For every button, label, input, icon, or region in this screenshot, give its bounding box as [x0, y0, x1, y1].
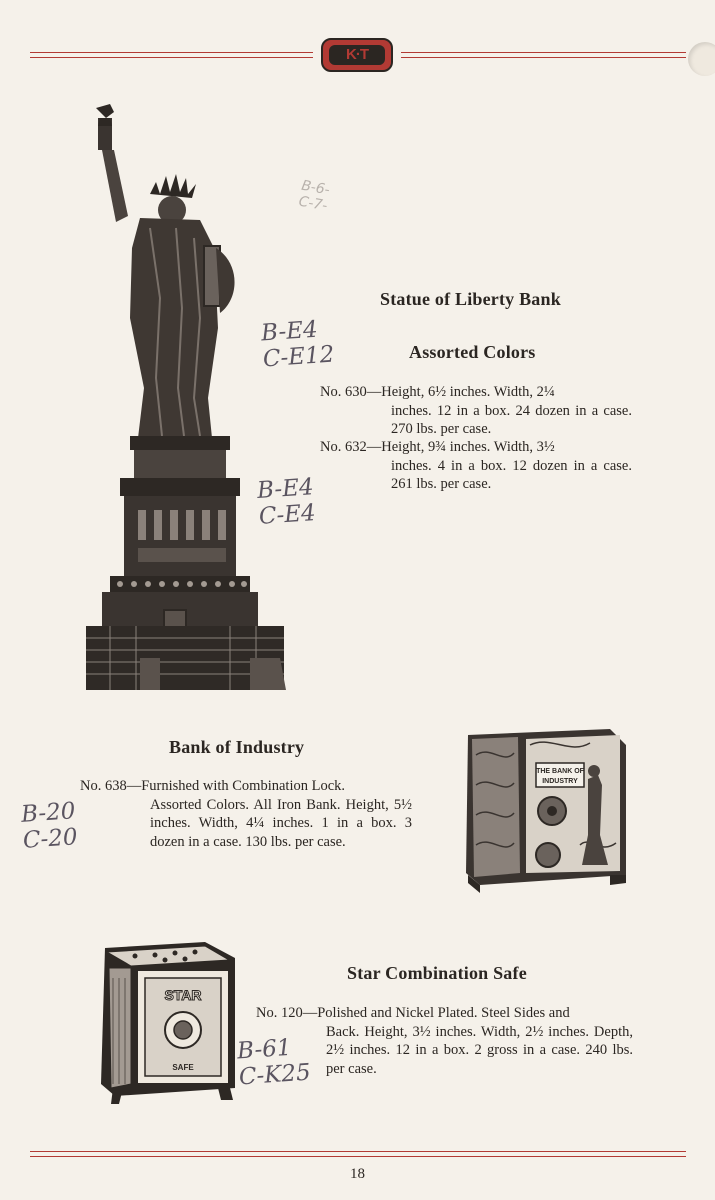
item-number: No. 632— [320, 439, 382, 455]
item-number: No. 630— [320, 384, 382, 400]
svg-text:STAR: STAR [164, 987, 202, 1003]
bottom-rule [30, 1151, 686, 1157]
item-first-line [256, 1004, 633, 1023]
svg-text:THE BANK OF: THE BANK OF [536, 768, 584, 775]
top-rule-right [401, 52, 686, 58]
item-number: No. 638— [80, 778, 142, 794]
item-first-line [80, 777, 412, 796]
product-item-120 [256, 1004, 633, 1023]
product-title: Statue of Liberty Bank [380, 289, 561, 309]
product-item-638 [80, 777, 412, 796]
product-title: Star Combination Safe [347, 963, 527, 983]
handwritten-note-line: B-E4 [256, 474, 315, 504]
item-text-rest: inches. 12 in a box. 24 dozen in a case. 270 lbs. per case. [391, 402, 632, 437]
product-item-630 [320, 383, 632, 402]
top-rule-left [30, 52, 313, 58]
svg-text:INDUSTRY: INDUSTRY [542, 778, 578, 785]
logo [321, 38, 393, 72]
logo-text: K·T [329, 45, 385, 65]
product-subtitle: Assorted Colors [409, 342, 536, 362]
item-text: Height, 6½ inches. Width, 2¼ [381, 384, 555, 400]
product-item-638-rest [150, 796, 412, 852]
handwritten-note [20, 798, 78, 854]
bank-of-industry-illustration [460, 725, 630, 895]
product-item-630-rest [391, 402, 632, 439]
handwritten-note [256, 474, 316, 530]
item-text-rest: Back. Height, 3½ inches. Width, 2½ inches. Depth, 2½ inches. 12 in a box. 2 gross in a case. 240 lbs. per case. [326, 1023, 633, 1077]
page-number: 18 [350, 1166, 365, 1182]
product-item-120-rest [326, 1023, 633, 1079]
item-text: Polished and Nickel Plated. Steel Sides and [317, 1005, 570, 1021]
handwritten-note [236, 1034, 311, 1091]
item-number: No. 120— [256, 1005, 318, 1021]
star-safe-illustration [95, 938, 245, 1113]
handwritten-note-line: B-20 [20, 798, 77, 828]
svg-text:SAFE: SAFE [172, 1063, 194, 1072]
pencil-note-line: C-7- [297, 193, 329, 215]
product-title: Bank of Industry [169, 737, 305, 757]
statue-of-liberty-illustration [80, 98, 310, 698]
handwritten-note-line: C-E4 [258, 500, 317, 530]
pencil-note-line: B-6- [300, 177, 331, 199]
item-text-rest: Assorted Colors. All Iron Bank. Height, 5½ inches. Width, 4¼ inches. 1 in a box. 3 dozen in a case. 130 lbs. per case. [150, 796, 412, 850]
handwritten-note-line: B-E4 [260, 316, 319, 347]
handwritten-note-line: C-K25 [238, 1059, 312, 1091]
handwritten-note-line: B-61 [236, 1034, 293, 1065]
handwritten-note-line: C-20 [22, 824, 79, 854]
item-text: Height, 9¾ inches. Width, 3½ [381, 439, 555, 455]
product-item-632-rest [391, 457, 632, 494]
item-text: Furnished with Combination Lock. [141, 778, 346, 794]
punch-hole [688, 42, 715, 76]
handwritten-note [260, 316, 335, 373]
product-item-632 [320, 438, 632, 457]
item-text-rest: inches. 4 in a box. 12 dozen in a case. 261 lbs. per case. [391, 457, 632, 492]
handwritten-note-line: C-E12 [262, 341, 336, 373]
item-first-line [320, 383, 632, 402]
item-first-line [320, 438, 632, 457]
